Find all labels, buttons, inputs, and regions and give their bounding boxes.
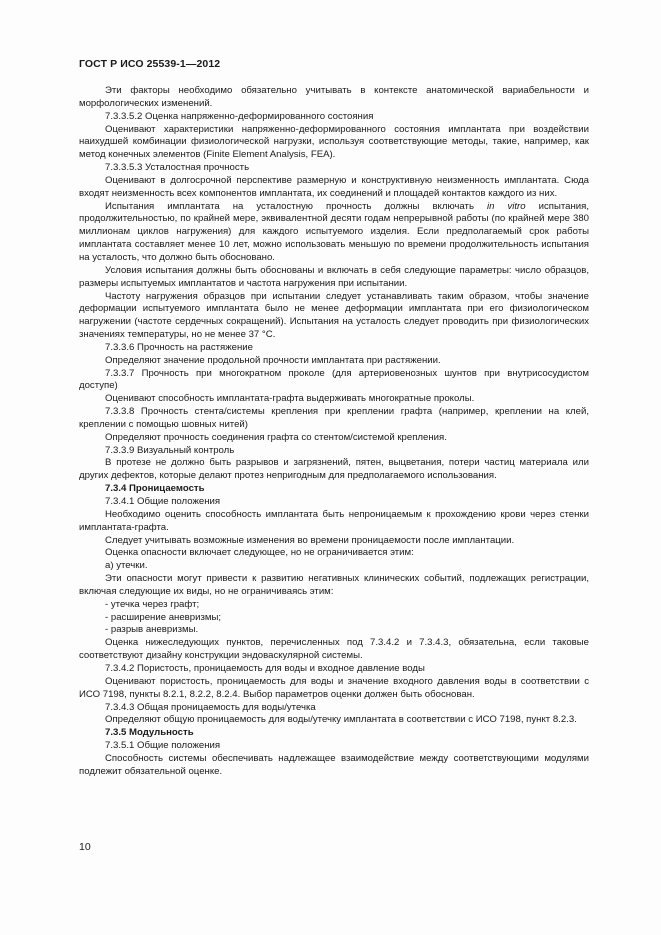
section-heading: 7.3.3.5.3 Усталостная прочность	[105, 162, 250, 174]
document-body	[79, 85, 589, 779]
section-heading: 7.3.3.8 Прочность стента/системы крепления при креплении графта (например, креплении на клей, креплении с помощью шовных нитей)	[79, 406, 589, 430]
list-item: - расширение аневризмы;	[105, 611, 222, 623]
list-item: а) утечки.	[105, 560, 148, 572]
paragraph: Определяют общую проницаемость для воды/утечку имплантата в соответствии с ИСО 7198, пункт 8.2.3.	[105, 714, 577, 726]
paragraph: Определяют прочность соединения графта со стентом/системой крепления.	[105, 431, 447, 443]
paragraph: Следует учитывать возможные изменения во времени проницаемости после имплантации.	[105, 534, 515, 546]
paragraph: Условия испытания должны быть обоснованы и включать в себя следующие параметры: число образцов, размеры испытуемых имплантатов и частота нагружения при испытании.	[79, 264, 589, 289]
italic-text: in vitro	[486, 200, 526, 212]
paragraph: Необходимо оценить способность имплантата быть непроницаемым к прохождению крови через стенки имплантата-графта.	[79, 508, 589, 533]
paragraph	[79, 201, 589, 265]
section-heading-bold: 7.3.5 Модульность	[105, 727, 194, 739]
list-item: - разрыв аневризмы.	[105, 624, 199, 636]
paragraph: Оценка опасности включает следующее, но не ограничивается этим:	[105, 547, 414, 559]
paragraph: Оценка нижеследующих пунктов, перечисленных под 7.3.4.2 и 7.3.4.3, обязательна, если таковые соответствуют дизайну конструкции эндоваскулярной системы.	[79, 637, 589, 662]
section-heading: 7.3.5.1 Общие положения	[105, 740, 221, 752]
section-heading: 7.3.4.3 Общая проницаемость для воды/утечка	[105, 701, 316, 713]
section-heading: 7.3.3.5.2 Оценка напряженно-деформированного состояния	[105, 110, 374, 122]
list-item: - утечка через графт;	[105, 598, 200, 610]
section-heading: 7.3.4.1 Общие положения	[105, 496, 221, 507]
section-heading: 7.3.3.9 Визуальный контроль	[105, 444, 235, 456]
paragraph: Оценивают способность имплантата-графта выдерживать многократные проколы.	[105, 393, 475, 405]
paragraph: Частоту нагружения образцов при испытании следует устанавливать таким образом, чтобы значение деформации испытуемого имплантата было не менее деформации имплантата при его физиологическом нагружении (частоте сердечных сокращений). Испытания на усталость следует проводить при физиологических значениях температуры, но не менее 37 °С.	[79, 290, 589, 341]
text-run: Испытания имплантата на усталостную прочность должны включать	[105, 200, 487, 212]
page-number: 10	[79, 841, 91, 853]
paragraph: В протезе не должно быть разрывов и загрязнений, пятен, выцветания, потери частиц материала или других дефектов, которые делают протез непригодным для предполагаемого использования.	[79, 457, 589, 482]
section-heading: 7.3.3.7 Прочность при многократном проколе (для артериовенозных шунтов при внутрисосудистом доступе)	[79, 367, 589, 392]
section-heading: 7.3.3.6 Прочность на растяжение	[105, 341, 253, 353]
paragraph: Оценивают пористость, проницаемость для воды и значение входного давления воды в соответствии с ИСО 7198, пункты 8.2.1, 8.2.2, 8.2.4. Выбор параметров оценки должен быть обоснован.	[79, 675, 589, 700]
text-run: испытания, продолжительностью, по крайней мере, эквивалентной десяти годам непрерывной работы (по крайней мере 380 миллионам циклов нагружения) для каждого испытуемого изделия. Если предполагаемый срок работы имплантата составляет менее 10 лет, можно использовать меньшую по времени продолжительность испытания на усталость, что должно быть обосновано.	[79, 200, 589, 263]
paragraph: Оценивают в долгосрочной перспективе размерную и конструктивную неизменность имплантата. Сюда входят неизменность всех компонентов имплантата, их соединений и площадей контактов каждого из них.	[79, 174, 589, 199]
paragraph: Эти факторы необходимо обязательно учитывать в контексте анатомической вариабельности и морфологических изменений.	[79, 85, 589, 109]
paragraph: Оценивают характеристики напряженно-деформированного состояния имплантата при воздействии наихудшей комбинации физиологической нагрузки, используя соответствующие методы, такие, например, как метод конечных элементов (Finite Element Analysis, FEA).	[79, 123, 589, 161]
section-heading-bold: 7.3.4 Проницаемость	[105, 483, 205, 495]
paragraph: Способность системы обеспечивать надлежащее взаимодействие между соответствующими модулями подлежит обязательной оценке.	[79, 752, 589, 777]
paragraph: Определяют значение продольной прочности имплантата при растяжении.	[105, 354, 441, 366]
paragraph: Эти опасности могут привести к развитию негативных клинических событий, подлежащих регистрации, включая следующие их виды, но не ограничиваясь этим:	[79, 573, 589, 597]
section-heading: 7.3.4.2 Пористость, проницаемость для воды и входное давление воды	[105, 662, 425, 674]
document-header: ГОСТ Р ИСО 25539-1—2012	[79, 58, 221, 70]
